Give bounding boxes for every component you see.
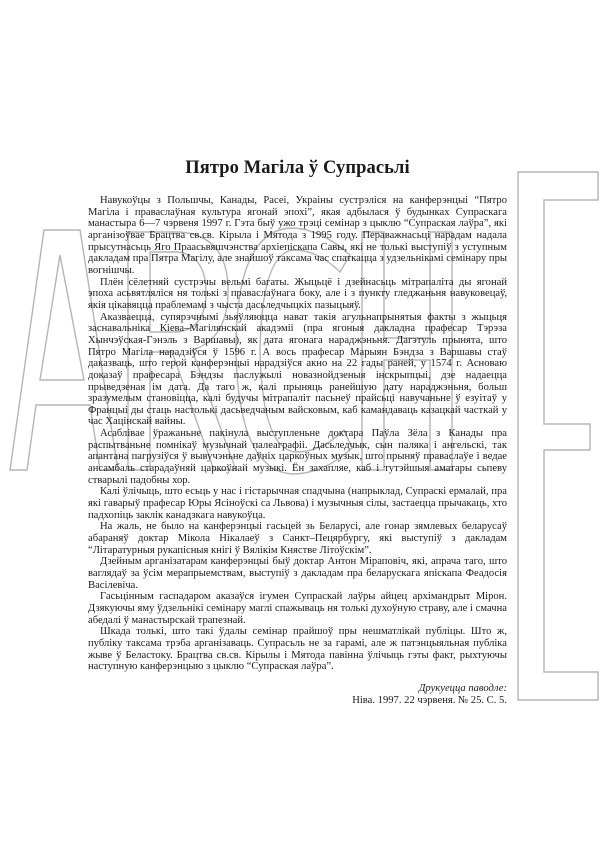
article [88,158,507,707]
paragraph: Дзейным арганізатарам канферэнцыі быў доктар Антон Міраповіч, які, апрача таго, што ваглядаў за ўсім мерапрыемствам, выступіў з дакладам пра беларускага япіскапа Феадосія Васілевіча. [88,556,507,591]
paragraph: Плён сёлетняй сустрэчы вельмі багаты. Жыцьцё і дзейнасьць мітрапаліта ды ягонай эпоха асьвятляліся ня толькі з праваслаўнага боку, але і з пункту гледжаньня навуковецаў, якія цікавяцца праблемамі з чыста дасьледчыцкіх пазыцыяў. [88,276,507,311]
paragraph: Гасьцінным гаспадаром аказаўся ігумен Супраскай лаўры айцец архімандрыт Мірон. Дзякуючы яму ўдзельнікі семінару маглі спажываць ня толькі духоўную страву, але і смачна абедалі ў манастырскай трапезнай. [88,591,507,626]
paragraph: Асаблівае ўражаньне пакінула выступленьне доктара Паўла Зёла з Канады пра распытваньне помнікаў музычнай палеаграфіі. Дасьледчык, сын паляка і ангельскі, так апантана пагрузіўся ў вывучэньне даўніх царкоўных музык, што прыняў праваслаўе і ведае ансамбаль старадаўняй царкоўнай музыкі. Ён захапляе, каб і тутэйшыя аматары сьпеву стварылі падобны хор. [88,428,507,486]
article-title: Пятро Магіла ў Супрасьлі [185,158,410,178]
paragraph: Аказваецца, супярэчнымі зьяўляюцца нават такія агульнапрынятыя факты з жыцьця заснавальніка Кіева–Магілянскай акадэміі (пра ягоныя дакладна прафесар Тэрэза Хынчэўская-Гэнэль з Варшавы), як дата ягонага нараджэньня. Дагэтуль прынята, што Пятро Магіла нарадзіўся ў 1596 г. А вось прафесар Марыян Бэндза з Варшавы стаў даказваць, што герой канферэнцыі нарадзіўся акно на 22 гады раней, у 1574 г. Асноваю доказаў прафесара Бэндзы паслужылі новазнойдзеныя інскрыпцыі, дзе надаецца прыведзеная ім дата. Да таго ж, калі прыняць ранейшую дату нараджэньня, больш зразумелым становіцца, калі будучы мітрапаліт пасьнеў прайсьці навучаньне ў езуітаў у Францыі ды стаць настолькі дасьведчаным вайсковым, каб камандаваць казацкай часткай у час Хацінскай вайны. [88,311,507,428]
article-body [88,195,507,673]
paragraph: Навукоўцы з Польшчы, Канады, Расеі, Украіны сустрэліся на канферэнцыі “Пятро Магіла і праваслаўная культура ягонай эпохі”, якая адбылася ў будынках Супраскага манастыра 6—7 чэрвеня 1997 г. Гэта быў ужо трэці семінар з цыклю “Супраская лаўра”, які арганізоўвае Брацтва св.св. Кірыла і Мятода з 1995 году. Пераважнасьці нарадам надала прысутнасьць Яго Праасьвяшчэнства архіепіскапа Савы, які не толькі выступіў з уступным дакладам пра Пятра Магілу, але знайшоў таксама час спаткацца з удзельнікамі семінару пры вогнішчы. [88,195,507,276]
source-label: Друкуецца паводле: [418,682,507,694]
source-note [88,683,507,707]
paragraph: На жаль, не было на канферэнцыі гасьцей зь Беларусі, але гонар зямлевых беларусаў абараняў доктар Мікола Нікалаеў з Санкт–Пецярбургу, які выступіў з дакладам “Літаратурныя рукапісныя кнігі ў Вялікім Княстве Літоўскім”. [88,521,507,556]
paragraph: Шкада толькі, што такі ўдалы семінар прайшоў пры нешматлікай публіцы. Што ж, публіку таксама трэба арганізаваць. Супрасьль не за гарамі, але ж патэнцыяльная публіка жыве ў Беластоку. Брацтва св.св. Кірылы і Мятода павінна ўлічыць гэты факт, рыхтуючы наступную канферэнцыю з цыклю “Супраская лаўра”. [88,626,507,673]
source-citation: Ніва. 1997. 22 чэрвеня. № 25. С. 5. [352,694,507,706]
paragraph: Калі ўлічыць, што есьць у нас і гістарычная спадчына (напрыклад, Супраскі ермалай, пра які гаварыў прафесар Юры Ясіноўскі са Львова) і музычныя сілы, застаецца прычакаць, хто падхопіць заклік канадзкага навукоўца. [88,486,507,521]
